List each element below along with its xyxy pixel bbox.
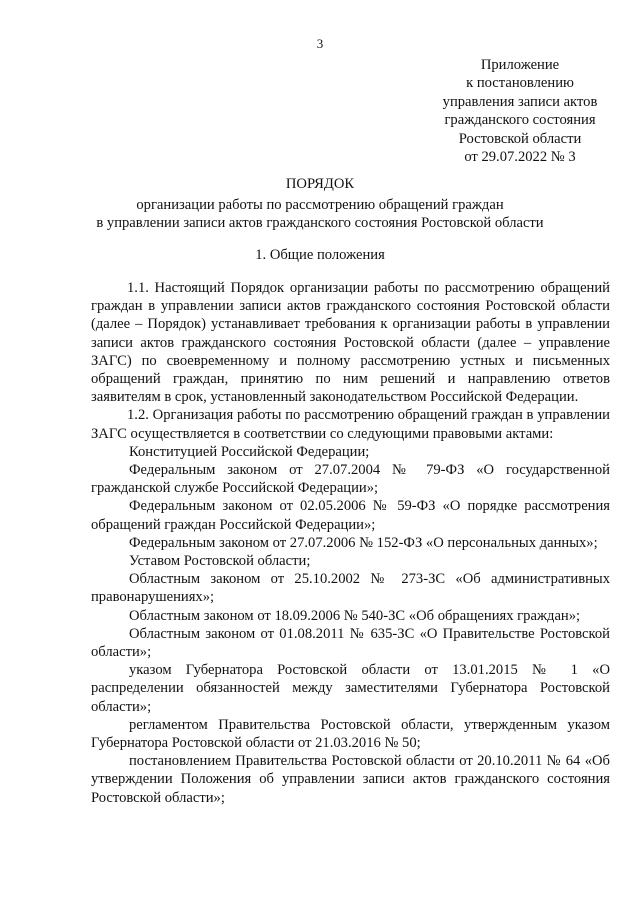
document-subtitle-line: организации работы по рассмотрению обращений граждан [136, 197, 504, 214]
section-heading: 1. Общие положения [255, 247, 385, 263]
legal-act-item: указом Губернатора Ростовской области от 13.01.2015 № 1 «О распределении обязанностей между заместителями Губернатора Ростовской области»; [91, 662, 610, 715]
legal-act-item: Областным законом от 25.10.2002 № 273-ЗС «Об административных правонарушениях»; [91, 571, 610, 606]
title-block [0, 175, 640, 233]
appendix-line: Приложение [480, 57, 560, 73]
document-subtitle-line: в управлении записи актов гражданского состояния Ростовской области [96, 215, 544, 232]
legal-act-item: Областным законом от 01.08.2011 № 635-ЗС «О Правительстве Ростовской области»; [91, 625, 610, 661]
legal-act-item: Федеральным законом от 02.05.2006 № 59-ФЗ «О порядке рассмотрения обращений граждан Российской Федерации»; [91, 498, 610, 533]
legal-act-item: постановлением Правительства Ростовской области от 20.10.2011 № 64 «Об утверждении Положения об управлении записи актов гражданского состояния Ростовской области»; [91, 753, 610, 806]
legal-act-item: Уставом Ростовской области; [129, 553, 311, 570]
legal-act-item: Федеральным законом от 27.07.2004 № 79-ФЗ «О государственной гражданской службе Российской Федерации»; [91, 462, 610, 497]
appendix-line: гражданского состояния [444, 112, 596, 129]
legal-act-item: регламентом Правительства Ростовской области, утвержденным указом Губернатора Ростовской области от 21.03.2016 № 50; [91, 716, 610, 752]
legal-act-item: Конституцией Российской Федерации; [129, 443, 370, 460]
page-number: 3 [316, 36, 324, 51]
appendix-line: управления записи актов [442, 93, 598, 110]
appendix-line: Ростовской области [458, 130, 582, 147]
appendix-line: от 29.07.2022 № 3 [464, 149, 576, 166]
paragraph: 1.1. Настоящий Порядок организации работы по рассмотрению обращений граждан в управлении записи актов гражданского состояния Ростовской области (далее – Порядок) устанавливает требования к организации работы в управлении записи актов гражданского состояния Ростовской области (далее – управление ЗАГС) по своевременному и полному рассмотрению устных и письменных обращений граждан, принятию по ним решений и направлению ответов заявителям в срок, установленный законодательством Российской Федерации. [91, 280, 610, 406]
appendix-block [410, 56, 630, 166]
paragraph: 1.2. Организация работы по рассмотрению обращений граждан в управлении ЗАГС осуществляется в соответствии со следующими правовыми актами: [91, 407, 610, 442]
legal-act-item: Областным законом от 18.09.2006 № 540-ЗС «Об обращениях граждан»; [129, 607, 581, 624]
document-title: ПОРЯДОК [285, 176, 355, 192]
body-text [91, 279, 610, 807]
legal-act-item: Федеральным законом от 27.07.2006 № 152-ФЗ «О персональных данных»; [129, 534, 598, 551]
appendix-line: к постановлению [466, 75, 574, 92]
